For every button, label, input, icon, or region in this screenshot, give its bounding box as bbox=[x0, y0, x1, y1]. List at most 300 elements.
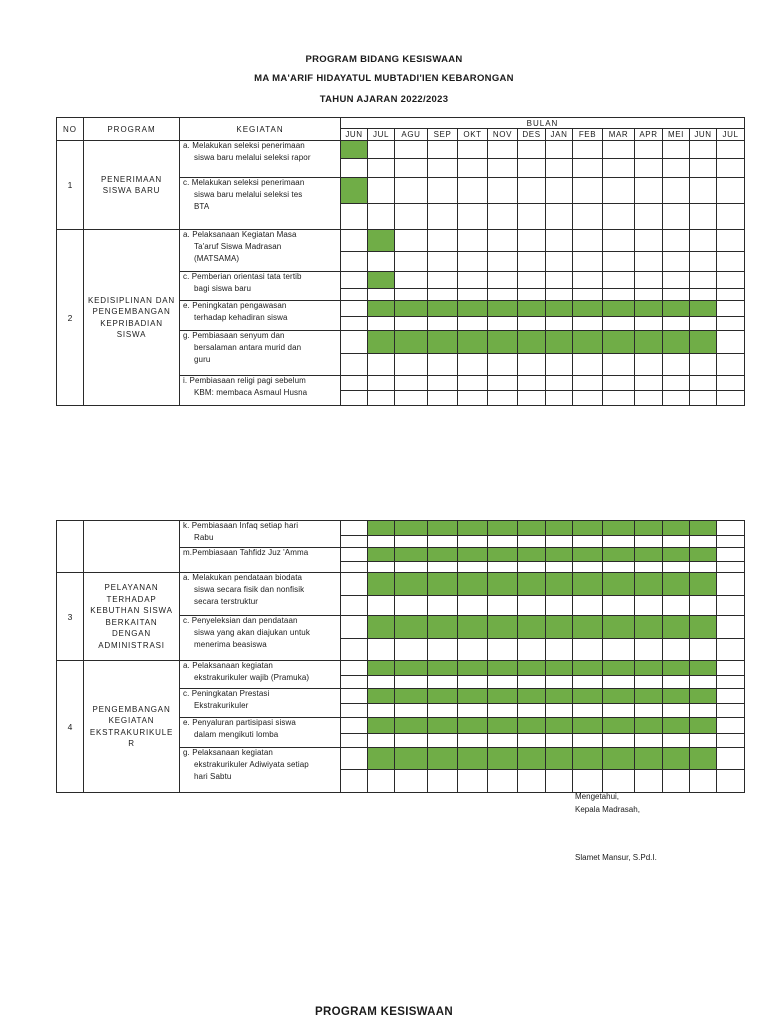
month-cell bbox=[394, 203, 428, 230]
schedule-mark bbox=[517, 688, 546, 704]
document-title: PROGRAM BIDANG KESISWAAN bbox=[305, 54, 463, 65]
schedule-mark bbox=[367, 271, 395, 289]
activity-line: siswa yang akan diajukan untuk bbox=[194, 628, 310, 637]
activity-line: (MATSAMA) bbox=[194, 254, 240, 263]
month-cell bbox=[662, 595, 690, 616]
month-cell bbox=[427, 703, 458, 718]
month-cell bbox=[367, 251, 395, 272]
schedule-mark bbox=[394, 717, 428, 734]
month-cell bbox=[367, 733, 395, 748]
month-cell bbox=[487, 353, 518, 376]
month-cell bbox=[427, 177, 458, 204]
month-cell bbox=[716, 353, 745, 376]
month-cell bbox=[634, 375, 663, 391]
month-cell bbox=[602, 229, 635, 252]
schedule-mark bbox=[572, 572, 603, 596]
month-cell bbox=[457, 158, 488, 178]
month-cell bbox=[689, 733, 717, 748]
month-cell bbox=[602, 769, 635, 793]
month-cell bbox=[457, 733, 488, 748]
month-header-label: APR bbox=[639, 130, 658, 139]
schedule-mark bbox=[427, 747, 458, 770]
activity-line: c. Pemberian orientasi tata tertib bbox=[183, 272, 302, 281]
activity-line: e. Penyaluran partisipasi siswa bbox=[183, 718, 296, 727]
schedule-mark bbox=[367, 717, 395, 734]
activity-line: c. Peningkatan Prestasi bbox=[183, 689, 270, 698]
month-cell bbox=[427, 158, 458, 178]
month-cell bbox=[517, 769, 546, 793]
month-cell bbox=[367, 203, 395, 230]
schedule-mark bbox=[602, 717, 635, 734]
month-cell bbox=[634, 158, 663, 178]
schedule-mark bbox=[689, 547, 717, 562]
month-cell bbox=[572, 229, 603, 252]
month-cell bbox=[427, 203, 458, 230]
program-name-line: PENGEMBANGAN bbox=[92, 704, 171, 714]
schedule-mark bbox=[457, 300, 488, 317]
row-number-cell bbox=[56, 229, 84, 406]
schedule-mark bbox=[394, 660, 428, 676]
schedule-mark bbox=[487, 717, 518, 734]
month-cell bbox=[662, 316, 690, 331]
month-cell bbox=[545, 675, 573, 689]
month-cell bbox=[545, 251, 573, 272]
schedule-mark bbox=[634, 717, 663, 734]
month-cell bbox=[716, 140, 745, 159]
program-name-line: ADMINISTRASI bbox=[98, 640, 165, 650]
schedule-mark bbox=[634, 688, 663, 704]
month-cell bbox=[394, 390, 428, 406]
month-cell bbox=[457, 353, 488, 376]
program-name-line: BERKAITAN bbox=[105, 617, 158, 627]
month-cell bbox=[487, 158, 518, 178]
month-cell bbox=[487, 638, 518, 661]
schedule-mark bbox=[487, 572, 518, 596]
schedule-mark bbox=[572, 717, 603, 734]
activity-line: ekstrakurikuler Adiwiyata setiap bbox=[194, 760, 309, 769]
next-page-title: PROGRAM KESISWAAN bbox=[315, 1006, 453, 1018]
schedule-mark bbox=[487, 300, 518, 317]
schedule-mark bbox=[517, 717, 546, 734]
month-cell bbox=[427, 733, 458, 748]
month-cell bbox=[634, 390, 663, 406]
schedule-mark bbox=[602, 660, 635, 676]
month-cell bbox=[602, 251, 635, 272]
schedule-mark bbox=[634, 547, 663, 562]
month-cell bbox=[394, 703, 428, 718]
program-name-line: SISWA bbox=[116, 330, 147, 339]
month-cell bbox=[662, 733, 690, 748]
month-cell bbox=[487, 251, 518, 272]
program-name-line: SISWA BARU bbox=[102, 186, 161, 195]
month-cell bbox=[716, 688, 745, 704]
month-cell bbox=[427, 271, 458, 289]
month-cell bbox=[487, 390, 518, 406]
month-cell bbox=[662, 675, 690, 689]
month-cell bbox=[427, 638, 458, 661]
month-header-label: SEP bbox=[433, 130, 452, 139]
month-cell bbox=[340, 675, 368, 689]
month-cell bbox=[602, 703, 635, 718]
month-cell bbox=[457, 177, 488, 204]
month-cell bbox=[367, 769, 395, 793]
month-cell bbox=[457, 595, 488, 616]
schedule-mark bbox=[689, 300, 717, 317]
activity-cell bbox=[179, 572, 341, 616]
month-cell bbox=[340, 717, 368, 734]
schedule-mark bbox=[487, 615, 518, 639]
month-cell bbox=[340, 251, 368, 272]
schedule-mark bbox=[487, 660, 518, 676]
month-cell bbox=[545, 375, 573, 391]
month-cell bbox=[716, 251, 745, 272]
month-cell bbox=[487, 271, 518, 289]
schedule-mark bbox=[662, 688, 690, 704]
schedule-mark bbox=[689, 572, 717, 596]
month-cell bbox=[662, 703, 690, 718]
month-cell bbox=[367, 675, 395, 689]
program-name-line: PELAYANAN bbox=[104, 583, 159, 592]
schedule-mark bbox=[517, 300, 546, 317]
month-cell bbox=[716, 769, 745, 793]
month-cell bbox=[545, 271, 573, 289]
activity-cell bbox=[179, 747, 341, 793]
month-cell bbox=[716, 158, 745, 178]
month-cell bbox=[457, 675, 488, 689]
month-cell bbox=[545, 390, 573, 406]
row-number: 4 bbox=[67, 721, 73, 732]
month-cell bbox=[394, 316, 428, 331]
month-cell bbox=[340, 330, 368, 354]
schedule-mark bbox=[662, 330, 690, 354]
month-header-label: AGU bbox=[401, 130, 421, 139]
schedule-mark bbox=[367, 330, 395, 354]
month-cell bbox=[367, 177, 395, 204]
month-cell bbox=[545, 177, 573, 204]
activity-line: hari Sabtu bbox=[194, 772, 232, 781]
month-cell bbox=[487, 140, 518, 159]
month-cell bbox=[367, 140, 395, 159]
month-cell bbox=[634, 675, 663, 689]
month-cell bbox=[572, 140, 603, 159]
schedule-mark bbox=[427, 717, 458, 734]
schedule-mark bbox=[689, 747, 717, 770]
month-cell bbox=[427, 390, 458, 406]
month-cell bbox=[487, 229, 518, 252]
schedule-mark bbox=[367, 300, 395, 317]
activity-line: bagi siswa baru bbox=[194, 284, 252, 293]
month-cell bbox=[572, 251, 603, 272]
month-cell bbox=[634, 177, 663, 204]
month-cell bbox=[602, 140, 635, 159]
schedule-mark bbox=[634, 615, 663, 639]
month-cell bbox=[427, 140, 458, 159]
activity-cell bbox=[179, 177, 341, 230]
month-cell bbox=[427, 375, 458, 391]
month-cell bbox=[662, 390, 690, 406]
activity-cell bbox=[179, 520, 341, 548]
month-cell bbox=[457, 316, 488, 331]
month-cell bbox=[634, 769, 663, 793]
schedule-mark bbox=[427, 660, 458, 676]
month-cell bbox=[634, 703, 663, 718]
schedule-mark bbox=[662, 747, 690, 770]
month-cell bbox=[457, 271, 488, 289]
program-name-line: KEBUTHAN SISWA bbox=[90, 606, 173, 615]
activity-cell bbox=[179, 717, 341, 748]
month-cell bbox=[689, 769, 717, 793]
month-cell bbox=[716, 638, 745, 661]
row-number-cell bbox=[56, 572, 84, 661]
month-cell bbox=[517, 158, 546, 178]
month-cell bbox=[545, 595, 573, 616]
schedule-mark bbox=[662, 300, 690, 317]
month-cell bbox=[394, 251, 428, 272]
month-cell bbox=[340, 733, 368, 748]
month-cell bbox=[716, 717, 745, 734]
month-cell bbox=[689, 140, 717, 159]
month-cell bbox=[716, 520, 745, 536]
schedule-mark bbox=[689, 688, 717, 704]
schedule-mark bbox=[394, 520, 428, 536]
month-cell bbox=[457, 203, 488, 230]
month-cell bbox=[716, 703, 745, 718]
month-cell bbox=[517, 703, 546, 718]
schedule-mark bbox=[517, 615, 546, 639]
activity-line: dalam mengikuti lomba bbox=[194, 730, 279, 739]
column-header-activity-cell bbox=[179, 117, 341, 141]
month-cell bbox=[689, 638, 717, 661]
program-cell bbox=[83, 572, 180, 661]
schedule-mark bbox=[689, 660, 717, 676]
month-header-label: JAN bbox=[550, 130, 568, 139]
month-cell bbox=[602, 316, 635, 331]
month-header-label: JUL bbox=[722, 130, 739, 139]
month-cell bbox=[662, 251, 690, 272]
month-cell bbox=[517, 229, 546, 252]
schedule-mark bbox=[602, 747, 635, 770]
month-cell bbox=[340, 660, 368, 676]
program-cell bbox=[83, 660, 180, 793]
month-cell bbox=[545, 316, 573, 331]
month-cell bbox=[457, 769, 488, 793]
schedule-mark bbox=[517, 330, 546, 354]
column-header-no: NO bbox=[63, 124, 77, 134]
month-cell bbox=[394, 675, 428, 689]
month-cell bbox=[602, 271, 635, 289]
month-cell bbox=[716, 375, 745, 391]
month-cell bbox=[716, 595, 745, 616]
schedule-mark bbox=[394, 615, 428, 639]
month-cell bbox=[545, 769, 573, 793]
schedule-mark bbox=[487, 747, 518, 770]
schedule-mark bbox=[427, 547, 458, 562]
schedule-mark bbox=[517, 572, 546, 596]
month-cell bbox=[457, 390, 488, 406]
schedule-mark bbox=[545, 717, 573, 734]
month-cell bbox=[517, 675, 546, 689]
month-cell bbox=[662, 769, 690, 793]
activity-cell bbox=[179, 140, 341, 178]
month-cell bbox=[662, 177, 690, 204]
schedule-mark bbox=[602, 520, 635, 536]
schedule-mark bbox=[634, 572, 663, 596]
program-name-line: EKSTRAKURIKULE bbox=[89, 727, 174, 737]
schedule-mark bbox=[367, 688, 395, 704]
month-cell bbox=[367, 375, 395, 391]
month-cell bbox=[394, 158, 428, 178]
month-cell bbox=[634, 733, 663, 748]
month-cell bbox=[394, 229, 428, 252]
schedule-mark bbox=[487, 688, 518, 704]
row-number: 2 bbox=[67, 312, 73, 323]
schedule-mark bbox=[602, 300, 635, 317]
month-cell bbox=[572, 390, 603, 406]
month-cell bbox=[367, 595, 395, 616]
activity-line: a. Melakukan pendataan biodata bbox=[183, 573, 303, 582]
month-cell bbox=[517, 390, 546, 406]
signature-position: Kepala Madrasah, bbox=[575, 805, 640, 814]
month-cell bbox=[427, 229, 458, 252]
month-cell bbox=[602, 375, 635, 391]
month-cell bbox=[340, 547, 368, 562]
schedule-mark bbox=[545, 572, 573, 596]
schedule-mark bbox=[545, 330, 573, 354]
schedule-mark bbox=[394, 300, 428, 317]
month-cell bbox=[340, 520, 368, 536]
month-cell bbox=[340, 271, 368, 289]
month-cell bbox=[394, 769, 428, 793]
schedule-mark bbox=[457, 572, 488, 596]
month-cell bbox=[517, 353, 546, 376]
schedule-mark bbox=[545, 615, 573, 639]
schedule-mark bbox=[602, 688, 635, 704]
month-cell bbox=[662, 229, 690, 252]
month-cell bbox=[367, 638, 395, 661]
month-cell bbox=[572, 638, 603, 661]
month-cell bbox=[572, 316, 603, 331]
month-cell bbox=[517, 733, 546, 748]
month-header-label: JUL bbox=[372, 130, 390, 139]
month-header-label: MAR bbox=[608, 130, 629, 139]
month-cell bbox=[340, 688, 368, 704]
schedule-mark bbox=[394, 572, 428, 596]
schedule-mark bbox=[457, 547, 488, 562]
month-cell bbox=[689, 251, 717, 272]
activity-line: siswa secara fisik dan nonfisik bbox=[194, 585, 305, 594]
row-number-cell bbox=[56, 140, 84, 230]
schedule-mark bbox=[394, 330, 428, 354]
month-cell bbox=[340, 203, 368, 230]
month-cell bbox=[517, 177, 546, 204]
month-header-label: MEI bbox=[667, 130, 685, 139]
month-cell bbox=[602, 177, 635, 204]
month-cell bbox=[545, 203, 573, 230]
schedule-mark bbox=[487, 330, 518, 354]
schedule-mark bbox=[427, 330, 458, 354]
month-cell bbox=[340, 300, 368, 317]
month-cell bbox=[689, 316, 717, 331]
month-cell bbox=[487, 316, 518, 331]
program-name-line: DENGAN bbox=[111, 629, 152, 638]
activity-cell bbox=[179, 300, 341, 331]
month-cell bbox=[662, 271, 690, 289]
month-cell bbox=[716, 229, 745, 252]
month-cell bbox=[602, 595, 635, 616]
month-cell bbox=[545, 158, 573, 178]
schedule-mark bbox=[427, 615, 458, 639]
schedule-mark bbox=[545, 520, 573, 536]
schedule-mark bbox=[457, 747, 488, 770]
schedule-mark bbox=[662, 520, 690, 536]
activity-cell bbox=[179, 271, 341, 301]
month-cell bbox=[394, 595, 428, 616]
activity-cell bbox=[179, 688, 341, 718]
month-cell bbox=[716, 203, 745, 230]
month-cell bbox=[572, 203, 603, 230]
month-cell bbox=[602, 353, 635, 376]
month-header-label: JUN bbox=[345, 130, 363, 139]
month-header-label: DES bbox=[522, 130, 541, 139]
month-cell bbox=[545, 140, 573, 159]
activity-line: ekstrakurikuler wajib (Pramuka) bbox=[194, 673, 310, 682]
month-cell bbox=[716, 177, 745, 204]
program-cell bbox=[83, 520, 180, 573]
activity-line: guru bbox=[194, 355, 211, 364]
column-header-no-cell bbox=[56, 117, 84, 141]
activity-line: e. Peningkatan pengawasan bbox=[183, 301, 287, 310]
month-cell bbox=[367, 316, 395, 331]
month-cell bbox=[572, 733, 603, 748]
schedule-mark bbox=[572, 615, 603, 639]
schedule-mark bbox=[367, 520, 395, 536]
month-cell bbox=[340, 375, 368, 391]
schedule-mark bbox=[457, 660, 488, 676]
month-cell bbox=[340, 747, 368, 770]
month-cell bbox=[517, 251, 546, 272]
schedule-mark bbox=[662, 615, 690, 639]
schedule-mark bbox=[572, 330, 603, 354]
month-cell bbox=[634, 140, 663, 159]
month-cell bbox=[689, 353, 717, 376]
month-cell bbox=[457, 375, 488, 391]
schedule-mark bbox=[572, 520, 603, 536]
activity-line: c. Melakukan seleksi penerimaan bbox=[183, 178, 305, 187]
schedule-mark bbox=[634, 330, 663, 354]
month-cell bbox=[602, 203, 635, 230]
month-cell bbox=[634, 595, 663, 616]
schedule-mark bbox=[457, 330, 488, 354]
month-cell bbox=[517, 375, 546, 391]
schedule-mark bbox=[689, 330, 717, 354]
month-cell bbox=[662, 638, 690, 661]
program-cell bbox=[83, 140, 180, 230]
activity-cell bbox=[179, 547, 341, 573]
schedule-mark bbox=[367, 747, 395, 770]
activity-line: g. Pembiasaan senyum dan bbox=[183, 331, 285, 340]
schedule-mark bbox=[487, 547, 518, 562]
schedule-mark bbox=[662, 660, 690, 676]
schedule-mark bbox=[367, 615, 395, 639]
schedule-mark bbox=[662, 572, 690, 596]
column-header-program: PROGRAM bbox=[107, 124, 156, 134]
month-cell bbox=[427, 595, 458, 616]
month-cell bbox=[487, 703, 518, 718]
month-cell bbox=[545, 229, 573, 252]
month-cell bbox=[545, 638, 573, 661]
schedule-mark bbox=[487, 520, 518, 536]
month-cell bbox=[662, 158, 690, 178]
